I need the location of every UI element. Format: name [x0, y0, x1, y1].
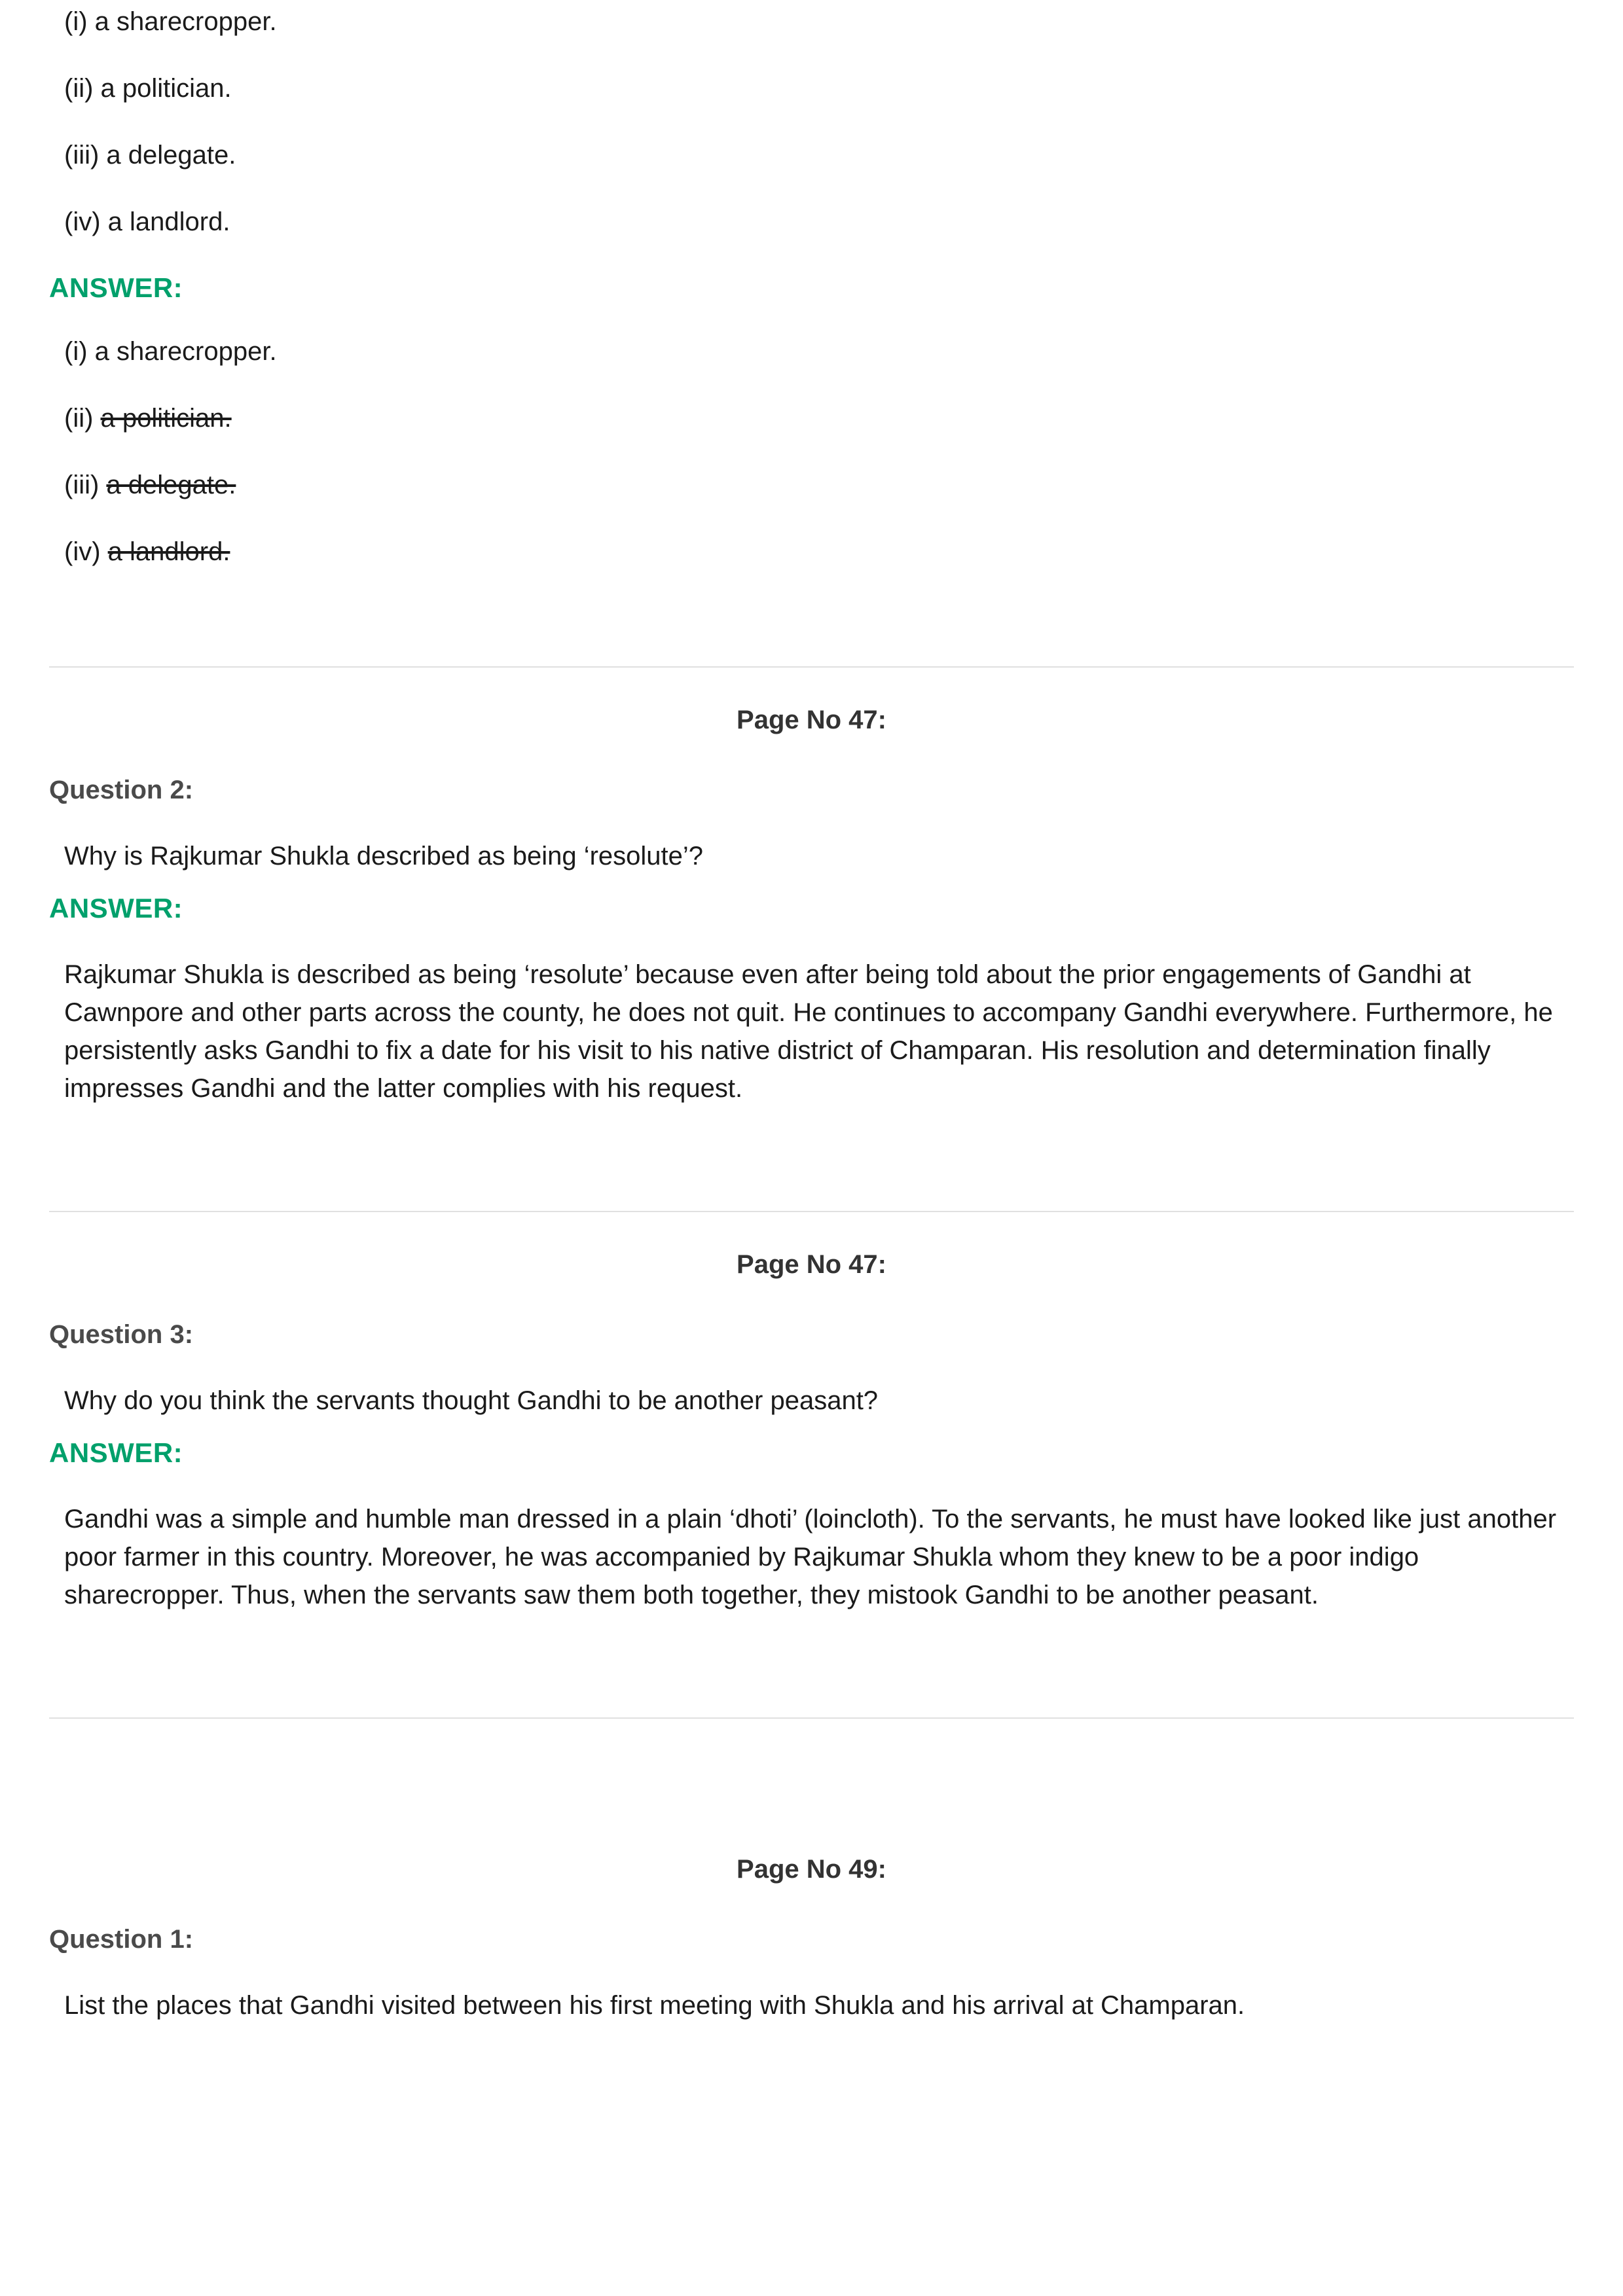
option-item: (iv) a landlord. — [64, 207, 230, 236]
question-label: Question 1: — [49, 1925, 194, 1954]
spacer — [49, 1614, 1574, 1679]
answer-option-prefix: (i) — [64, 337, 95, 366]
page-number-heading: Page No 47: — [737, 1250, 886, 1279]
answer-option-prefix: (ii) — [64, 404, 101, 433]
answer-option-text: a sharecropper. — [94, 337, 277, 366]
answer-option-text: a landlord. — [107, 537, 230, 566]
page-number-heading: Page No 49: — [737, 1855, 886, 1884]
answer-option-item — [49, 402, 1574, 435]
answer-option-item — [49, 469, 1574, 501]
question-text: List the places that Gandhi visited between his first meeting with Shukla and his arrival at Champaran. — [64, 1991, 1245, 2020]
options-list-top — [49, 0, 1574, 238]
answer-option-prefix: (iii) — [64, 471, 107, 499]
page-number-heading: Page No 47: — [737, 706, 886, 734]
option-item: (ii) a politician. — [64, 74, 232, 103]
answer-text: Gandhi was a simple and humble man dressed in a plain ‘dhoti’ (loincloth). To the servants, he must have looked like just another poor farmer in this country. Moreover, he was accompanied by Rajkumar Shukla whom they knew to be a poor indigo sharecropper. Thus, when the servants saw them both together, they mistook Gandhi to be another peasant. — [64, 1505, 1557, 1609]
question-label: Question 3: — [49, 1320, 194, 1349]
answer-label: ANSWER: — [49, 1437, 183, 1468]
answer-label: ANSWER: — [49, 272, 183, 303]
answer-option-item — [49, 535, 1574, 568]
question-text: Why is Rajkumar Shukla described as being ‘resolute’? — [64, 842, 704, 870]
answer-text: Rajkumar Shukla is described as being ‘resolute’ because even after being told about the prior engagements of Gandhi at Cawnpore and other parts across the county, he does not quit. He continues to accompany Gandhi everywhere. Furthermore, he persistently asks Gandhi to fix a date for his visit to his native district of Champaran. His resolution and determination finally impresses Gandhi and the latter complies with his request. — [64, 960, 1553, 1103]
qa-section — [49, 1250, 1574, 1614]
answer-option-text: a delegate. — [106, 471, 236, 499]
qa-section — [49, 1719, 1574, 2022]
section-divider — [49, 666, 1574, 668]
answer-label: ANSWER: — [49, 893, 183, 924]
option-item: (iii) a delegate. — [64, 141, 236, 170]
answer-block — [49, 956, 1574, 1107]
qa-section — [49, 706, 1574, 1107]
answer-block — [49, 1500, 1574, 1614]
question-label: Question 2: — [49, 776, 194, 804]
answer-option-text: a politician. — [100, 404, 232, 433]
answer-option-item — [49, 335, 1574, 368]
option-item: (i) a sharecropper. — [64, 7, 277, 36]
question-text: Why do you think the servants thought Gandhi to be another peasant? — [64, 1386, 879, 1415]
options-list-answer — [49, 335, 1574, 568]
spacer — [49, 1719, 1574, 1817]
answer-option-prefix: (iv) — [64, 537, 108, 566]
spacer — [49, 1107, 1574, 1173]
spacer — [49, 602, 1574, 628]
section-divider — [49, 1211, 1574, 1212]
